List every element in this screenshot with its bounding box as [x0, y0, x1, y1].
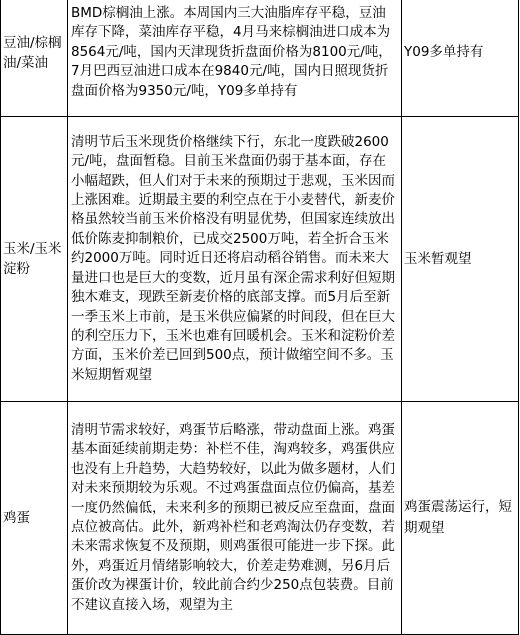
commodity-view-cell: Y09多单持有 — [402, 0, 519, 117]
commodity-analysis-cell — [68, 117, 402, 402]
commodity-name-cell: 玉米/玉米淀粉 — [1, 117, 68, 402]
analysis-text: 清明节需求较好，鸡蛋节后略涨，带动盘面上涨。鸡蛋基本面延续前期走势：补栏不佳，淘鸡较多，鸡蛋供应也没有上升趋势，大趋势较好，以此为做多题材，人们对未来预期较为乐观。不过鸡蛋盘面点位仍偏高，基差一度仍然偏低，未来利多的预期已被反应至盘面，盘面点位被高估。此外，新鸡补栏和老鸡淘汰仍存变数，若未来需求恢复不及预期，则鸡蛋很可能进一步下探。此外，鸡蛋近月情绪影响较大，价差走势难测，另6月后蛋价改为裸蛋计价，较此前合约少250点包装费。目前不建议直接入场，观望为主 — [71, 421, 395, 613]
commodity-view-cell: 玉米暂观望 — [402, 117, 519, 402]
commodity-name-cell: 豆油/棕榈油/菜油 — [1, 0, 68, 117]
commodity-name-cell: 鸡蛋 — [1, 402, 68, 635]
analysis-text: BMD棕榈油上涨。本周国内三大油脂库存平稳，豆油库存下降，菜油库存平稳，4月马来棕榈油进口成本为8564元/吨，国内天津现货折盘面价格为8100元/吨，7月巴西豆油进口成本在9840元/吨，国内日照现货折盘面价格为9350元/吨，Y09多单持有 — [71, 4, 392, 99]
commodity-view-cell: 鸡蛋震荡运行，短期观望 — [402, 402, 519, 635]
table-row — [1, 0, 519, 117]
table-row — [1, 117, 519, 402]
commodity-analysis-cell — [68, 0, 402, 117]
analysis-text: 清明节后玉米现货价格继续下行，东北一度跌破2600元/吨，盘面暂稳。目前玉米盘面仍弱于基本面，存在小幅超跌，但人们对于未来的预期过于悲观，玉米因而上涨困难。近期最主要的利空点在于小麦替代，新麦价格虽然较当前玉米价格没有明显优势，但国家连续放出低价陈麦抑制粮价，已成交2500万吨，若全折合玉米约2000万吨。同时近日还将启动稻谷销售。而未来大量进口也是巨大的变数，近月虽有深企需求利好但短期独木难支，现跌至新麦价格的底部支撑。而5月后至新一季玉米上市前，是玉米供应偏紧的时间段，但在巨大的利空压力下，玉米也难有回暖机会。玉米和淀粉价差方面，玉米价差已回到500点，预计做缩空间不多。玉米短期暂观望 — [71, 133, 395, 383]
table-row — [1, 402, 519, 635]
commodity-analysis-cell — [68, 402, 402, 635]
